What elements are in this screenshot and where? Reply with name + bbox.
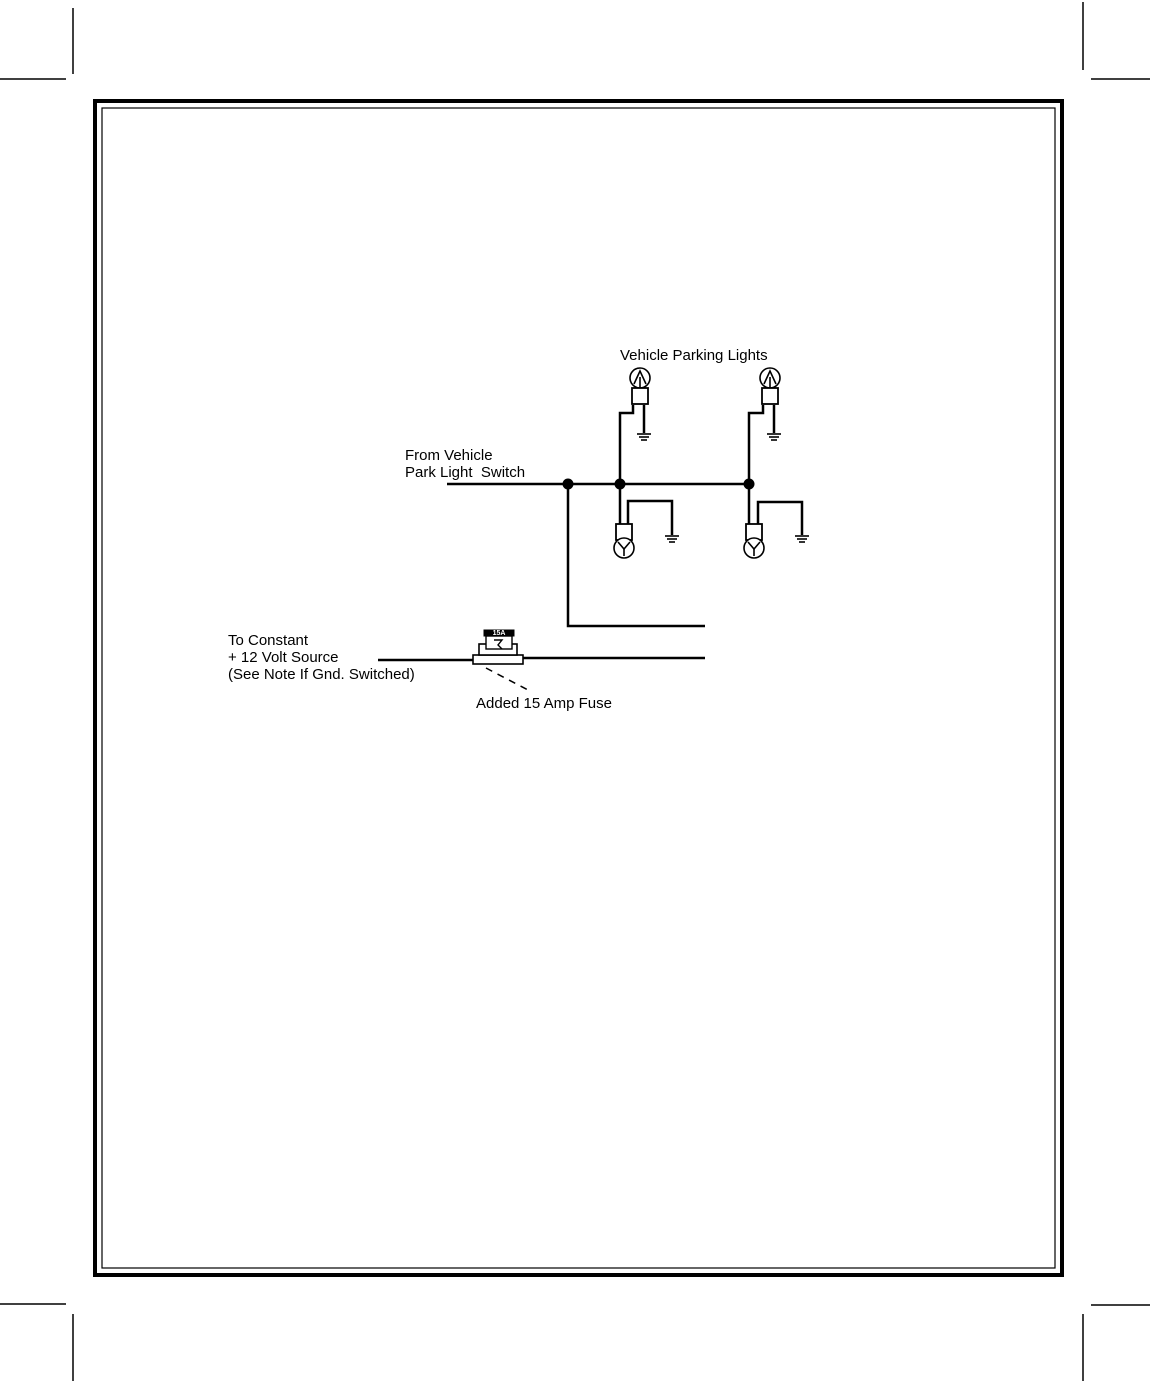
lower-lamp-2-bulb-icon — [744, 524, 764, 558]
inner-frame — [102, 108, 1055, 1268]
fuse-leader-line — [486, 668, 528, 690]
junction-dot — [563, 479, 574, 490]
fuse-label: Added 15 Amp Fuse — [476, 695, 612, 712]
switch-label-line2: Park Light Switch — [405, 464, 526, 481]
upper-lamp-1-bulb-icon — [630, 368, 650, 404]
ground-icon — [665, 536, 679, 542]
wires — [378, 405, 802, 660]
parking-lights-label: Vehicle Parking Lights — [620, 347, 768, 364]
lower-lamp-1-ground-lead — [628, 501, 672, 535]
wiring-diagram — [228, 347, 809, 712]
upper-lamp-1-feed — [620, 405, 633, 484]
upper-lamp-2-feed — [749, 405, 763, 484]
switch-label-line1: From Vehicle — [405, 447, 493, 464]
lower-lamp-1-bulb-icon — [614, 524, 634, 558]
fuse-rating: 15A — [492, 630, 506, 637]
ground-icon — [637, 434, 651, 440]
junction-dot — [615, 479, 626, 490]
crop-marks — [0, 2, 1150, 1381]
outer-frame — [95, 101, 1062, 1275]
lower-lamp-2-ground-lead — [758, 502, 802, 535]
ground-icon — [767, 434, 781, 440]
ground-icon — [795, 536, 809, 542]
upper-lamp-2-bulb-icon — [760, 368, 780, 404]
output-wire — [568, 484, 705, 626]
source-label-line2: + 12 Volt Source — [228, 649, 339, 666]
source-label-line1: To Constant — [228, 632, 309, 649]
source-label-line3: (See Note If Gnd. Switched) — [228, 666, 415, 683]
junction-dot — [744, 479, 755, 490]
